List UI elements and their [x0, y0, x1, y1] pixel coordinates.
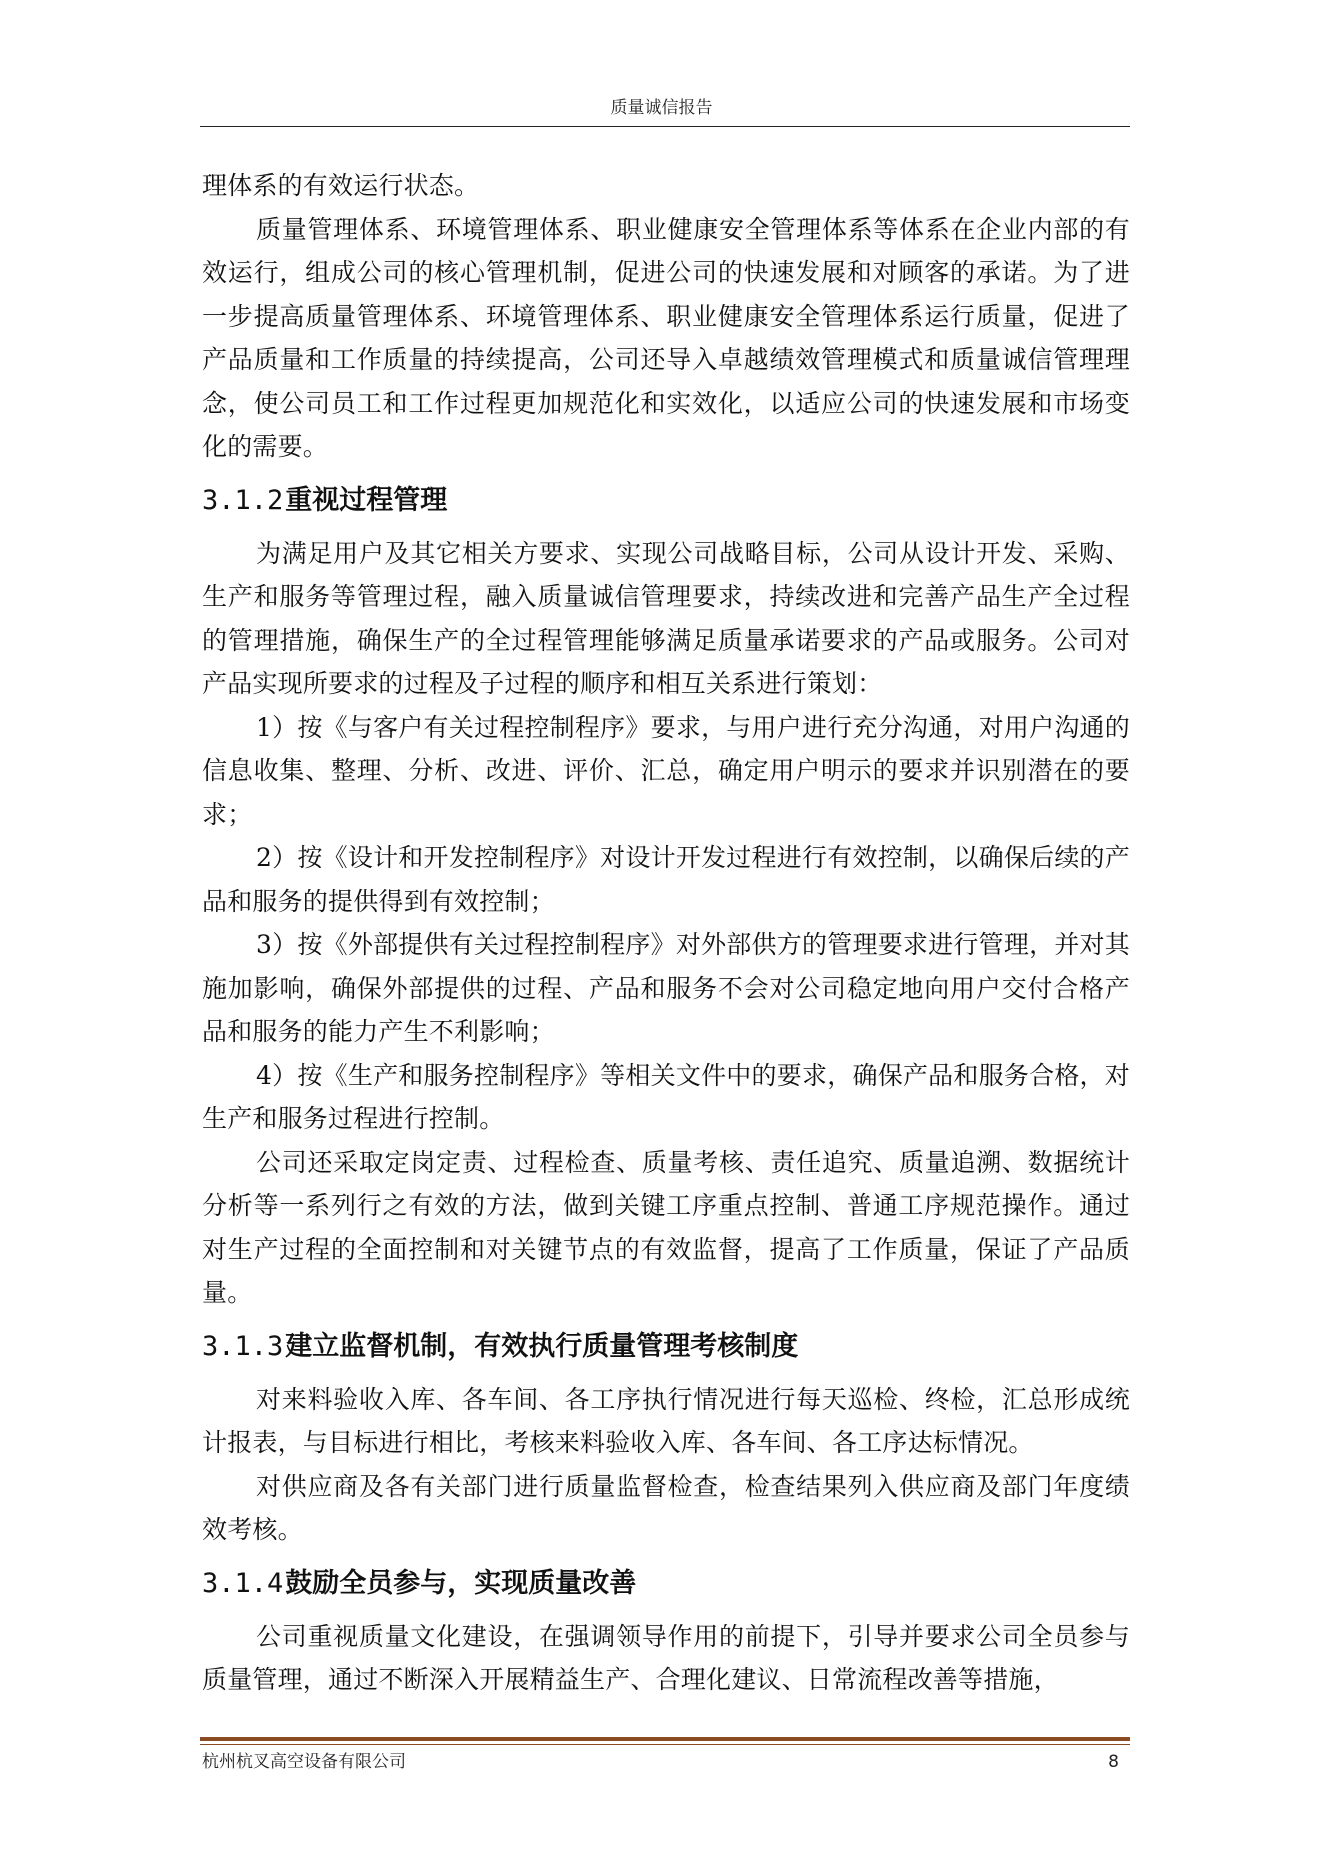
list-item-4: 4）按《生产和服务控制程序》等相关文件中的要求，确保产品和服务合格，对生产和服务过程进行控制。: [202, 1060, 1130, 1133]
section-heading-3-1-2: [202, 484, 1130, 518]
page-header-title: 质量诚信报告: [610, 98, 713, 118]
list-item-2: 2）按《设计和开发控制程序》对设计开发过程进行有效控制，以确保后续的产品和服务的提供得到有效控制；: [202, 843, 1130, 916]
section-number: 3.1.3: [202, 1330, 284, 1362]
header-rule: [200, 126, 1130, 127]
footer-company-name: 杭州杭叉高空设备有限公司: [202, 1752, 406, 1772]
paragraph-supplier-supervision: 对供应商及各有关部门进行质量监督检查，检查结果列入供应商及部门年度绩效考核。: [202, 1471, 1130, 1544]
document-body: [202, 164, 1130, 1702]
page-number: 8: [1108, 1752, 1119, 1772]
list-item-1: 1）按《与客户有关过程控制程序》要求，与用户进行充分沟通，对用户沟通的信息收集、整理、分析、改进、评价、汇总，确定用户明示的要求并识别潜在的要求；: [202, 712, 1130, 829]
section-title: 重视过程管理: [285, 484, 448, 516]
paragraph-continuation: 理体系的有效运行状态。: [202, 171, 480, 200]
paragraph-process-management: 为满足用户及其它相关方要求、实现公司战略目标，公司从设计开发、采购、生产和服务等管理过程，融入质量诚信管理要求，持续改进和完善产品生产全过程的管理措施，确保生产的全过程管理能够满足质量承诺要求的产品或服务。公司对产品实现所要求的过程及子过程的顺序和相互关系进行策划：: [202, 538, 1130, 698]
section-title: 鼓励全员参与，实现质量改善: [285, 1567, 637, 1599]
paragraph-inspection: 对来料验收入库、各车间、各工序执行情况进行每天巡检、终检，汇总形成统计报表，与目标进行相比，考核来料验收入库、各车间、各工序达标情况。: [202, 1384, 1130, 1457]
paragraph-quality-methods: 公司还采取定岗定责、过程检查、质量考核、责任追究、质量追溯、数据统计分析等一系列行之有效的方法，做到关键工序重点控制、普通工序规范操作。通过对生产过程的全面控制和对关键节点的有效监督，提高了工作质量，保证了产品质量。: [202, 1147, 1130, 1307]
section-heading-3-1-4: [202, 1567, 1130, 1601]
section-title: 建立监督机制，有效执行质量管理考核制度: [285, 1330, 799, 1362]
paragraph-quality-culture: 公司重视质量文化建设，在强调领导作用的前提下，引导并要求公司全员参与质量管理，通过不断深入开展精益生产、合理化建议、日常流程改善等措施，: [202, 1621, 1130, 1694]
section-number: 3.1.2: [202, 484, 284, 516]
list-item-3: 3）按《外部提供有关过程控制程序》对外部供方的管理要求进行管理，并对其施加影响，确保外部提供的过程、产品和服务不会对公司稳定地向用户交付合格产品和服务的能力产生不利影响；: [202, 930, 1130, 1046]
section-heading-3-1-3: [202, 1330, 1130, 1364]
footer-rule-thick: [200, 1737, 1130, 1741]
section-number: 3.1.4: [202, 1567, 284, 1599]
paragraph-management-systems: 质量管理体系、环境管理体系、职业健康安全管理体系等体系在企业内部的有效运行，组成公司的核心管理机制，促进公司的快速发展和对顾客的承诺。为了进一步提高质量管理体系、环境管理体系、职业健康安全管理体系运行质量，促进了产品质量和工作质量的持续提高，公司还导入卓越绩效管理模式和质量诚信管理理念，使公司员工和工作过程更加规范化和实效化，以适应公司的快速发展和市场变化的需要。: [202, 214, 1130, 461]
footer-rule-thin: [200, 1744, 1130, 1745]
